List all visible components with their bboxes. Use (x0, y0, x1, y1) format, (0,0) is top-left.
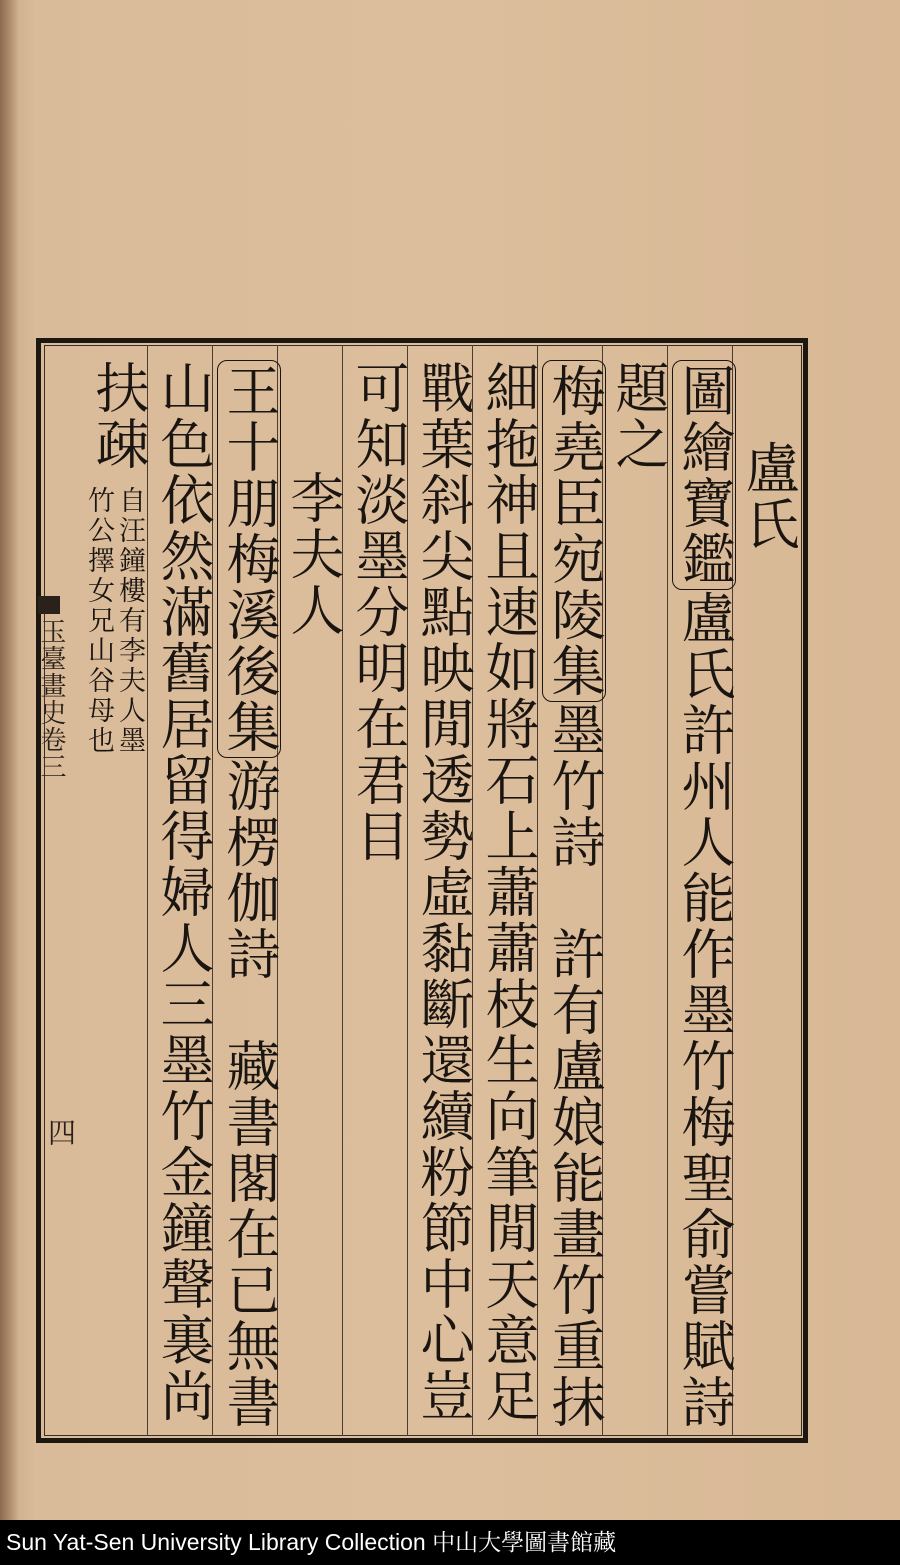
text-run: 墨竹詩 許有盧娘能畫竹重抹 (543, 702, 606, 1430)
entry-heading-lu: 盧氏 (737, 440, 800, 552)
page-edge (0, 0, 18, 1520)
note-column-b: 竹公擇女兄山谷母也 (83, 486, 114, 756)
text-column-11: 扶疎 (87, 360, 150, 472)
text-column-7: 可知淡墨分明在君目 (347, 360, 410, 864)
source-bracket: 圖繪寶鑑 (672, 360, 736, 590)
text-column-9 (217, 360, 281, 1430)
text-run: 游楞伽詩 藏書閣在已無書 (218, 758, 281, 1430)
text-run: 盧氏許州人能作墨竹梅聖俞嘗賦詩 (673, 590, 736, 1430)
text-column-4 (542, 360, 606, 1430)
fold-book-title: 玉臺畫史卷三 (36, 618, 66, 780)
source-bracket: 梅堯臣宛陵集 (542, 360, 606, 702)
text-column-10: 山色依然滿舊居留得婦人三墨竹金鐘聲裏尚 (152, 360, 215, 1424)
column-rule (147, 345, 148, 1436)
column-rule (667, 345, 668, 1436)
text-column-2 (672, 360, 736, 1430)
source-bracket: 王十朋梅溪後集 (217, 360, 281, 758)
fold-page-number: 四 (44, 1118, 77, 1146)
fold-fishtail-mark (38, 596, 60, 614)
collection-caption: Sun Yat-Sen University Library Collection 中山大學圖書館藏 (0, 1520, 900, 1565)
note-column-a: 自汪鐘樓有李夫人墨 (114, 486, 145, 756)
text-column-3: 題之 (607, 360, 670, 472)
text-column-5: 細拖神且速如將石上蕭蕭枝生向筆閒天意足 (477, 360, 540, 1424)
entry-heading-li: 李夫人 (282, 470, 345, 638)
text-column-6: 戰葉斜尖點映閒透勢虛黏斷還續粉節中心豈 (412, 360, 475, 1424)
